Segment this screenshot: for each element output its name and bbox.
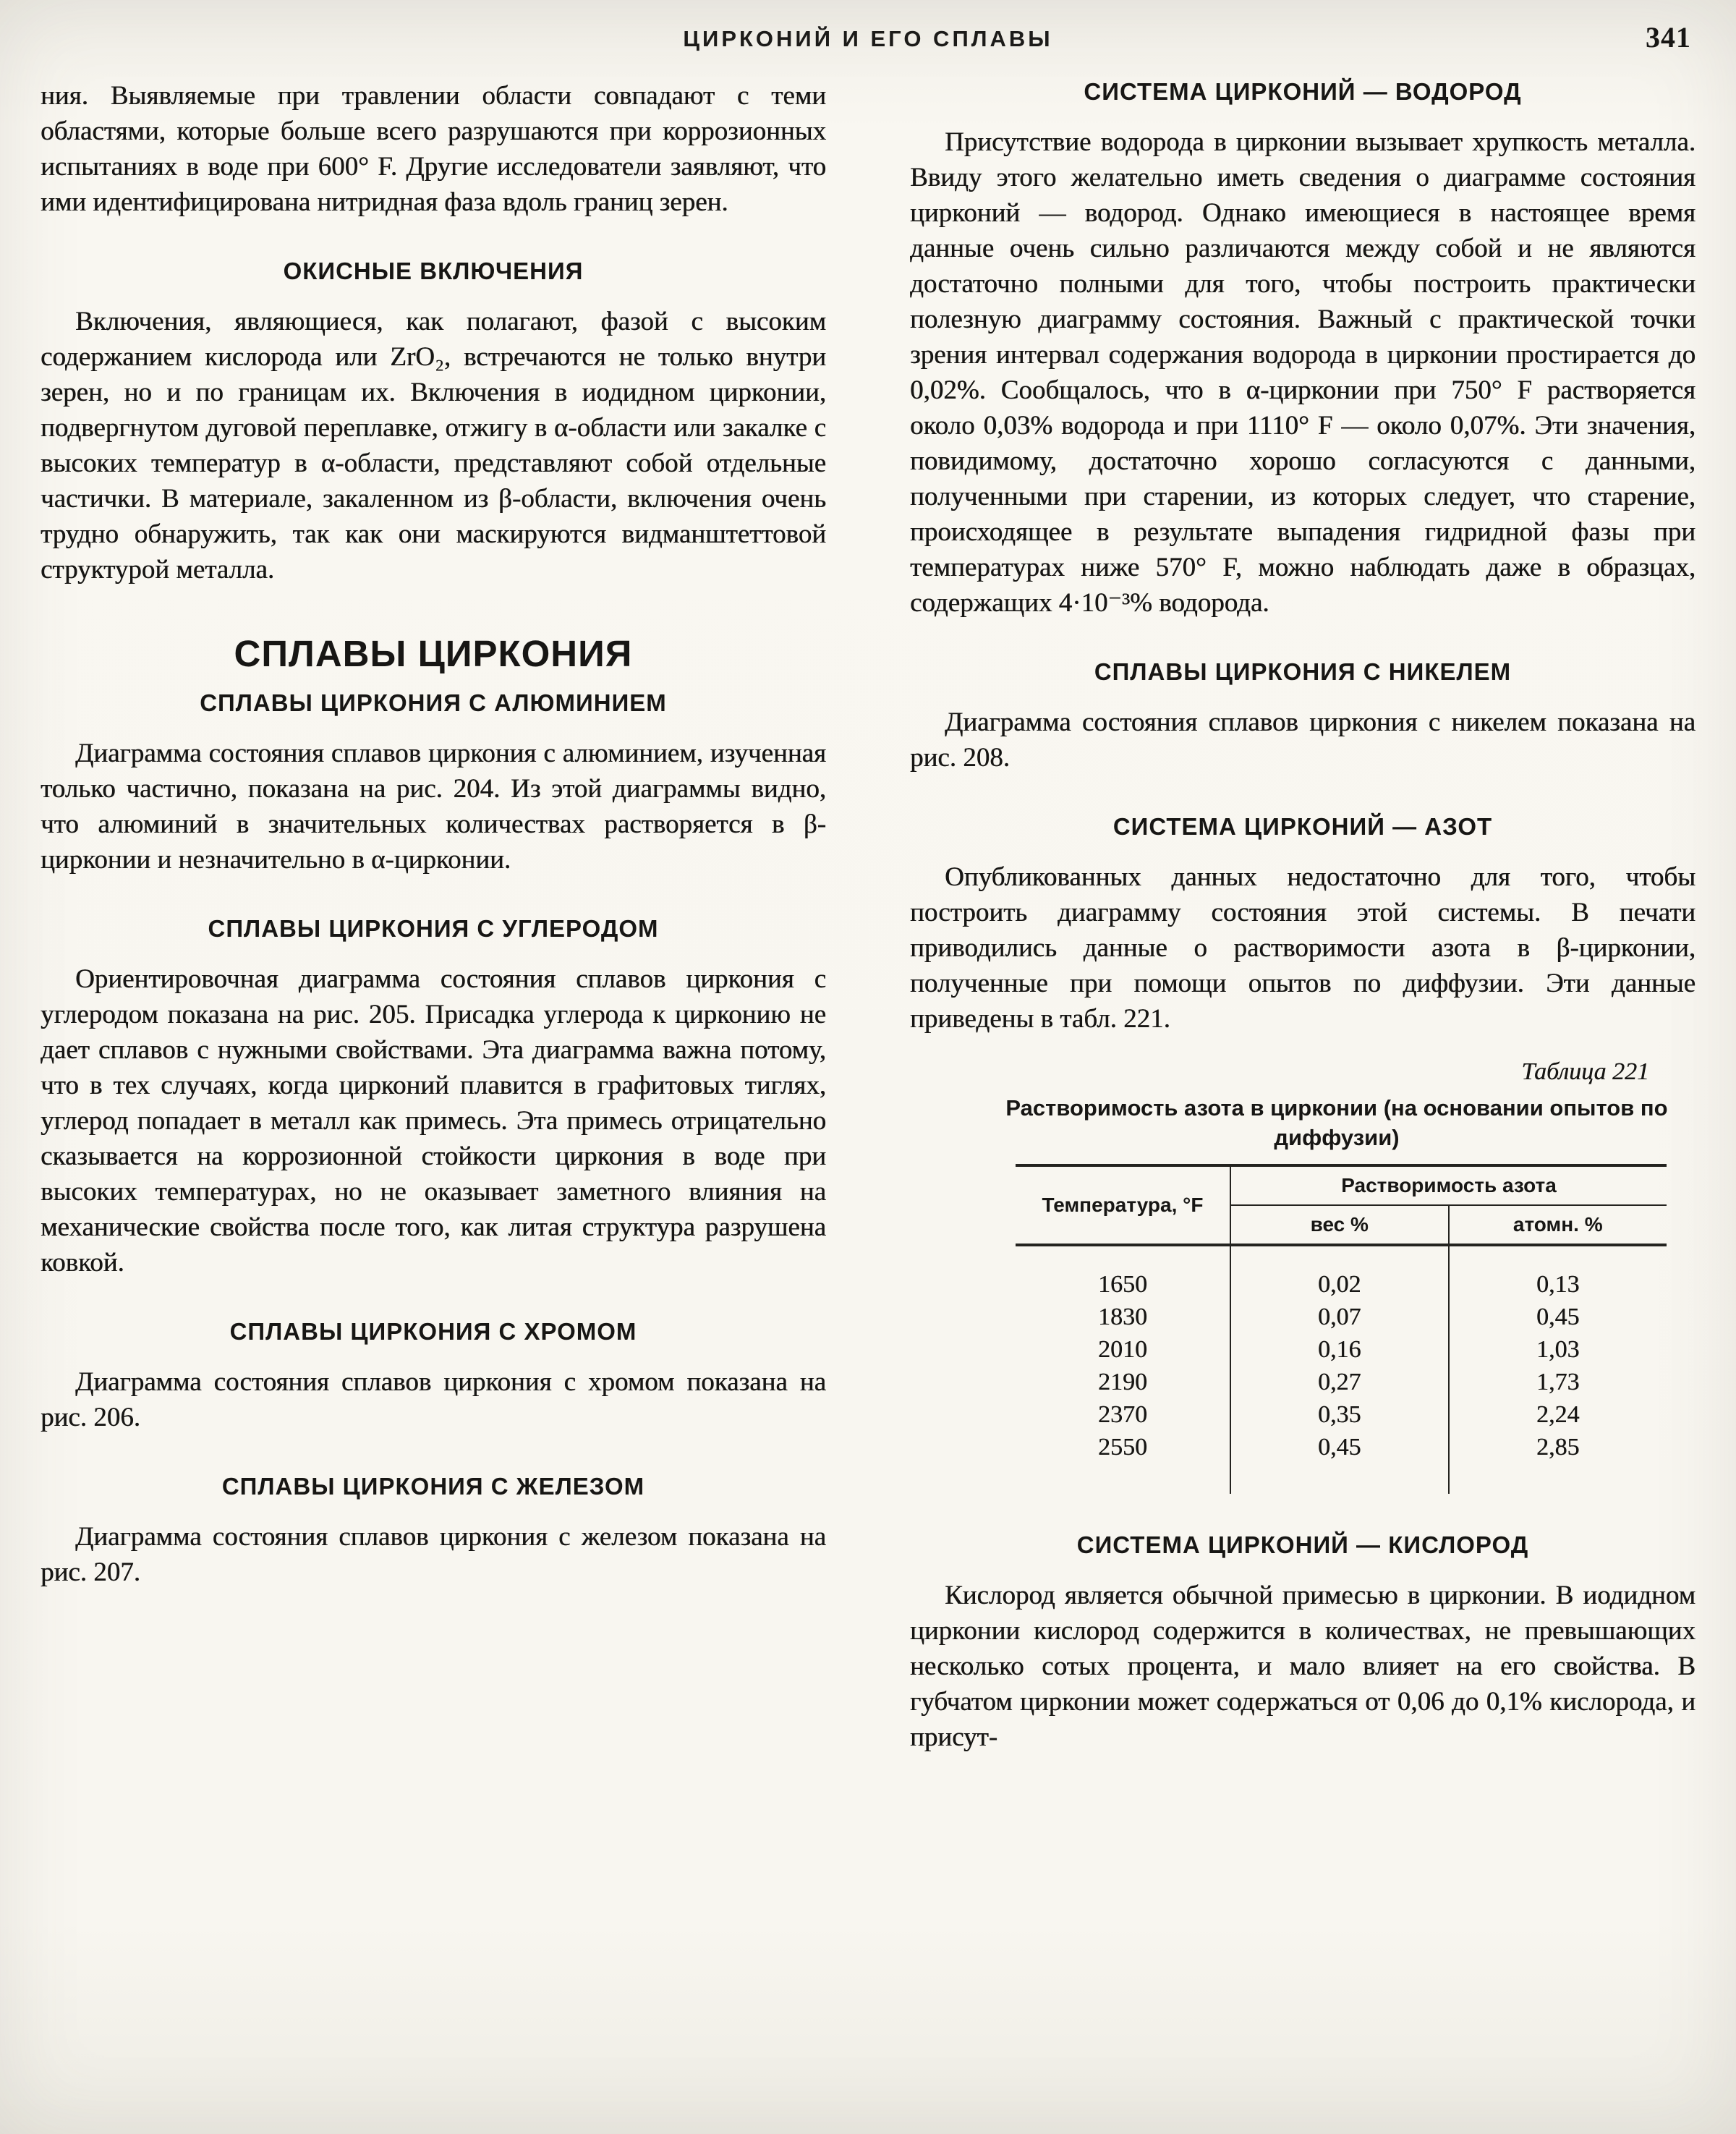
cell-atomic-percent: 0,45: [1536, 1304, 1580, 1330]
running-head: [41, 20, 1695, 59]
table-header: [1016, 1165, 1667, 1245]
heading-system-oxygen: СИСТЕМА ЦИРКОНИЙ — КИСЛОРОД: [1076, 1531, 1529, 1558]
paragraph-alloys-carbon: Ориентировочная диаграмма состояния сплавов циркония с углеродом показана на рис. 205. Присадка углерода к цирконию не дает сплавов с нужными свойствами. Эта диаграмма важна потому, что в тех случаях, когда цирконий плавится в графитовых тиглях, углерод попадает в металл как примесь. Эта примесь отрицательно сказывается на коррозионной стойкости циркония в воде при высоких температурах, но не оказывает заметного влияния на механические свойства после того, как литая структура разрушена ковкой.: [41, 964, 826, 1278]
running-title: ЦИРКОНИЙ И ЕГО СПЛАВЫ: [683, 26, 1053, 51]
table-row: [1016, 1333, 1667, 1366]
paragraph-alloys-aluminium: Диаграмма состояния сплавов циркония с алюминием, изученная только частично, показана на рис. 204. Из этой диаграммы видно, что алюминий в значительных количествах растворяется в β-цирконии и незначительно в α-цирконии.: [41, 739, 826, 875]
paragraph-system-nitrogen: Опубликованных данных недостаточно для того, чтобы построить диаграмму состояния этой системы. В печати приводились данные о растворимости азота в β-цирконии, полученные при помощи опытов по диффузии. Эти данные приведены в табл. 221.: [910, 862, 1695, 1034]
heading-alloys-carbon: СПЛАВЫ ЦИРКОНИЯ С УГЛЕРОДОМ: [208, 915, 659, 942]
cell-weight-percent: 0,07: [1230, 1301, 1449, 1333]
paragraph-system-oxygen: Кислород является обычной примесью в цирконии. В иодидном цирконии кислород содержится в количествах, не превышающих несколько сотых процента, и мало влияет на его свойства. В губчатом цирконии может содержаться от 0,06 до 0,1% кислорода, и присут-: [910, 1581, 1695, 1752]
heading-alloys-nickel: СПЛАВЫ ЦИРКОНИЯ С НИКЕЛЕМ: [1094, 658, 1512, 685]
cell-temperature: 2010: [1016, 1333, 1230, 1366]
paragraph-system-hydrogen: Присутствие водорода в цирконии вызывает хрупкость металла. Ввиду этого желательно иметь сведения о диаграмме состояния цирконий — водород. Однако имеющиеся в настоящее время данные очень сильно различаются между собой и не являются достаточно полными для того, чтобы построить практически полезную диаграмму состояния. Важный с практической точки зрения интервал содержания водорода в цирконии простирается до 0,02%. Сообщалось, что в α-цирконии при 750° F растворяется около 0,03% водорода и при 1110° F — около 0,07%. Эти значения, повидимому, достаточно хорошо согласуются с данными, полученными при старении, из которых следует, что старение, происходящее в результате выпадения гидридной фазы при температурах ниже 570° F, можно наблюдать даже в образцах, содержащих 4·10⁻³% водорода.: [910, 127, 1695, 618]
heading-oxide-inclusions: ОКИСНЫЕ ВКЛЮЧЕНИЯ: [283, 258, 584, 284]
cell-temperature: 2370: [1016, 1398, 1230, 1431]
column-header-weight-percent: вес %: [1230, 1205, 1449, 1245]
heading-system-hydrogen: СИСТЕМА ЦИРКОНИЙ — ВОДОРОД: [1084, 78, 1522, 105]
paragraph-alloys-chromium: Диаграмма состояния сплавов циркония с хромом показана на рис. 206.: [41, 1367, 826, 1432]
cell-temperature: 2550: [1016, 1431, 1230, 1494]
column-header-temperature: Температура, °F: [1016, 1165, 1230, 1245]
cell-temperature: 2190: [1016, 1366, 1230, 1398]
heading-system-nitrogen: СИСТЕМА ЦИРКОНИЙ — АЗОТ: [1112, 813, 1493, 840]
page-number: 341: [1646, 21, 1691, 54]
table-body: [1016, 1245, 1667, 1494]
table-row: [1016, 1245, 1667, 1301]
nitrogen-solubility-table: [1016, 1164, 1667, 1494]
cell-atomic-percent: 2,85: [1536, 1434, 1580, 1461]
cell-weight-percent: 0,35: [1230, 1398, 1449, 1431]
table-title: Растворимость азота в цирконии (на основании опытов по диффузии): [1005, 1095, 1668, 1150]
paragraph-alloys-nickel: Диаграмма состояния сплавов циркония с никелем показана на рис. 208.: [910, 707, 1695, 773]
paragraph-oxide-inclusions: Включения, являющиеся, как полагают, фазой с высоким содержанием кислорода или ZrO₂, встречаются не только внутри зерен, но и по границам их. Включения в иодидном цирконии, подвергнутом дуговой переплавке, отжигу в α-области или закалке с высоких температур в α-области, представляют собой отдельные частички. В материале, закаленном из β-области, включения очень трудно обнаружить, так как они маскируются видманштеттовой структурой металла.: [41, 307, 826, 584]
column-header-atomic-percent: атомн. %: [1512, 1213, 1603, 1236]
heading-alloys-aluminium: СПЛАВЫ ЦИРКОНИЯ С АЛЮМИНИЕМ: [200, 689, 667, 716]
heading-zirconium-alloys: СПЛАВЫ ЦИРКОНИЯ: [234, 633, 633, 674]
paragraph-alloys-iron: Диаграмма состояния сплавов циркония с железом показана на рис. 207.: [41, 1522, 826, 1587]
two-column-layout: [41, 78, 1695, 1755]
cell-atomic-percent: 0,13: [1536, 1271, 1580, 1298]
cell-atomic-percent: 1,73: [1536, 1369, 1580, 1395]
heading-alloys-iron: СПЛАВЫ ЦИРКОНИЯ С ЖЕЛЕЗОМ: [221, 1473, 645, 1500]
right-column: [910, 78, 1695, 1755]
cell-weight-percent: 0,02: [1230, 1245, 1449, 1301]
cell-atomic-percent: 2,24: [1536, 1401, 1580, 1428]
table-row: [1016, 1431, 1667, 1494]
table-row: [1016, 1366, 1667, 1398]
cell-weight-percent: 0,45: [1230, 1431, 1449, 1494]
table-caption: Таблица 221: [1521, 1058, 1649, 1085]
heading-alloys-chromium: СПЛАВЫ ЦИРКОНИЯ С ХРОМОМ: [229, 1318, 637, 1345]
column-group-solubility: Растворимость азота: [1230, 1165, 1667, 1205]
paragraph-etching-areas: ния. Выявляемые при травлении области совпадают с теми областями, которые больше всего разрушаются при коррозионных испытаниях в воде при 600° F. Другие исследователи заявляют, что ими идентифицирована нитридная фаза вдоль границ зерен.: [41, 81, 826, 217]
cell-temperature: 1830: [1016, 1301, 1230, 1333]
cell-temperature: 1650: [1016, 1245, 1230, 1301]
cell-weight-percent: 0,27: [1230, 1366, 1449, 1398]
cell-atomic-percent: 1,03: [1536, 1336, 1580, 1363]
cell-weight-percent: 0,16: [1230, 1333, 1449, 1366]
table-row: [1016, 1398, 1667, 1431]
table-row: [1016, 1301, 1667, 1333]
left-column: [41, 78, 826, 1755]
